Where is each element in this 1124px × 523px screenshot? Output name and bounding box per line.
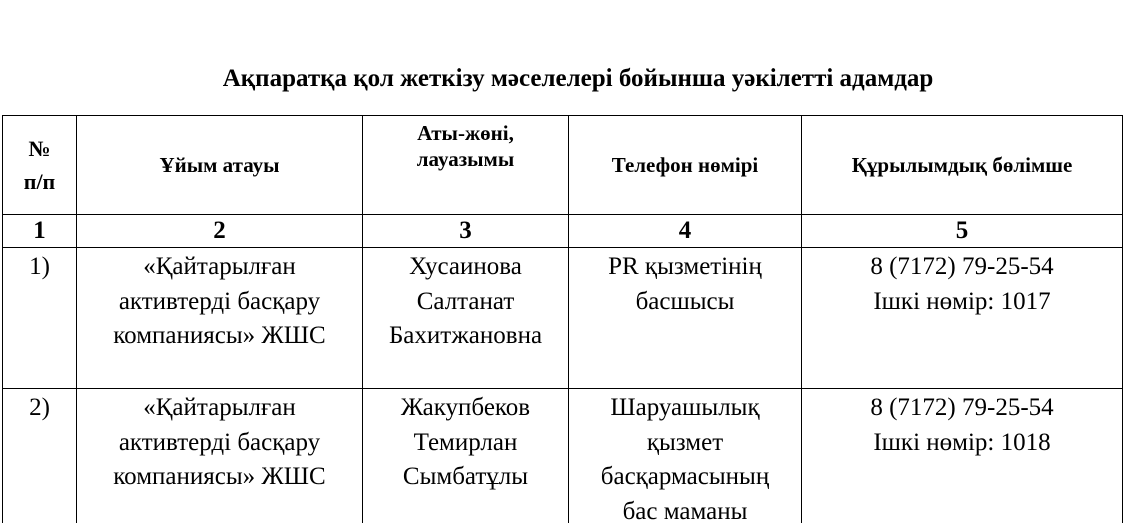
- position-line: Шаруашылық: [610, 394, 760, 421]
- header-number-pp: п/п: [23, 169, 56, 194]
- organization-line: «Қайтарылған: [143, 394, 296, 421]
- column-number: 4: [569, 215, 802, 248]
- position-line: бас маманы: [622, 497, 748, 523]
- header-phone: Телефон нөмірі: [569, 116, 802, 215]
- organization-line: активтерді басқару: [118, 287, 321, 315]
- position-line: басшысы: [635, 287, 735, 315]
- header-name-line-1: Аты-жөні,: [417, 121, 514, 145]
- header-number: [3, 116, 77, 215]
- header-organization: Ұйым атауы: [77, 116, 363, 215]
- organization-line: компаниясы» ЖШС: [113, 322, 326, 349]
- header-name-position: [363, 116, 569, 215]
- table-header-row: [3, 116, 1123, 215]
- name-line: Сымбатұлы: [402, 463, 529, 490]
- name-line: Жакупбеков: [400, 394, 531, 421]
- header-number-sign: №: [28, 136, 51, 161]
- name-line: Салтанат: [416, 287, 515, 315]
- table-row: [3, 389, 1123, 523]
- contact-cell: [802, 248, 1123, 389]
- extension-number: Ішкі нөмір: 1017: [873, 287, 1051, 315]
- name-cell: [363, 248, 569, 389]
- column-number-row: [3, 215, 1123, 248]
- column-number: 5: [802, 215, 1123, 248]
- column-number: 3: [363, 215, 569, 248]
- column-number: 1: [3, 215, 77, 248]
- name-line: Хусаинова: [409, 253, 522, 280]
- header-department: Құрылымдық бөлімше: [802, 116, 1123, 215]
- phone-number: 8 (7172) 79-25-54: [870, 253, 1054, 280]
- position-cell: [569, 389, 802, 523]
- extension-number: Ішкі нөмір: 1018: [873, 428, 1051, 456]
- organization-cell: [77, 389, 363, 523]
- column-number: 2: [77, 215, 363, 248]
- row-number: 1): [3, 248, 77, 389]
- organization-cell: [77, 248, 363, 389]
- row-number: 2): [3, 389, 77, 523]
- authorized-persons-table: [2, 115, 1123, 523]
- contact-cell: [802, 389, 1123, 523]
- phone-number: 8 (7172) 79-25-54: [870, 394, 1054, 421]
- document-title: Ақпаратқа қол жеткізу мәселелері бойынша уәкілетті адамдар: [222, 65, 934, 92]
- name-cell: [363, 389, 569, 523]
- position-line: PR қызметінің: [608, 253, 762, 280]
- organization-line: компаниясы» ЖШС: [113, 463, 326, 490]
- table-row: [3, 248, 1123, 389]
- position-line: қызмет: [646, 428, 724, 456]
- name-line: Темирлан: [413, 428, 518, 456]
- position-line: басқармасының: [600, 463, 770, 490]
- organization-line: «Қайтарылған: [143, 253, 296, 280]
- position-cell: [569, 248, 802, 389]
- name-line: Бахитжановна: [388, 322, 543, 349]
- header-name-line-2: лауазымы: [416, 147, 515, 171]
- organization-line: активтерді басқару: [118, 428, 321, 456]
